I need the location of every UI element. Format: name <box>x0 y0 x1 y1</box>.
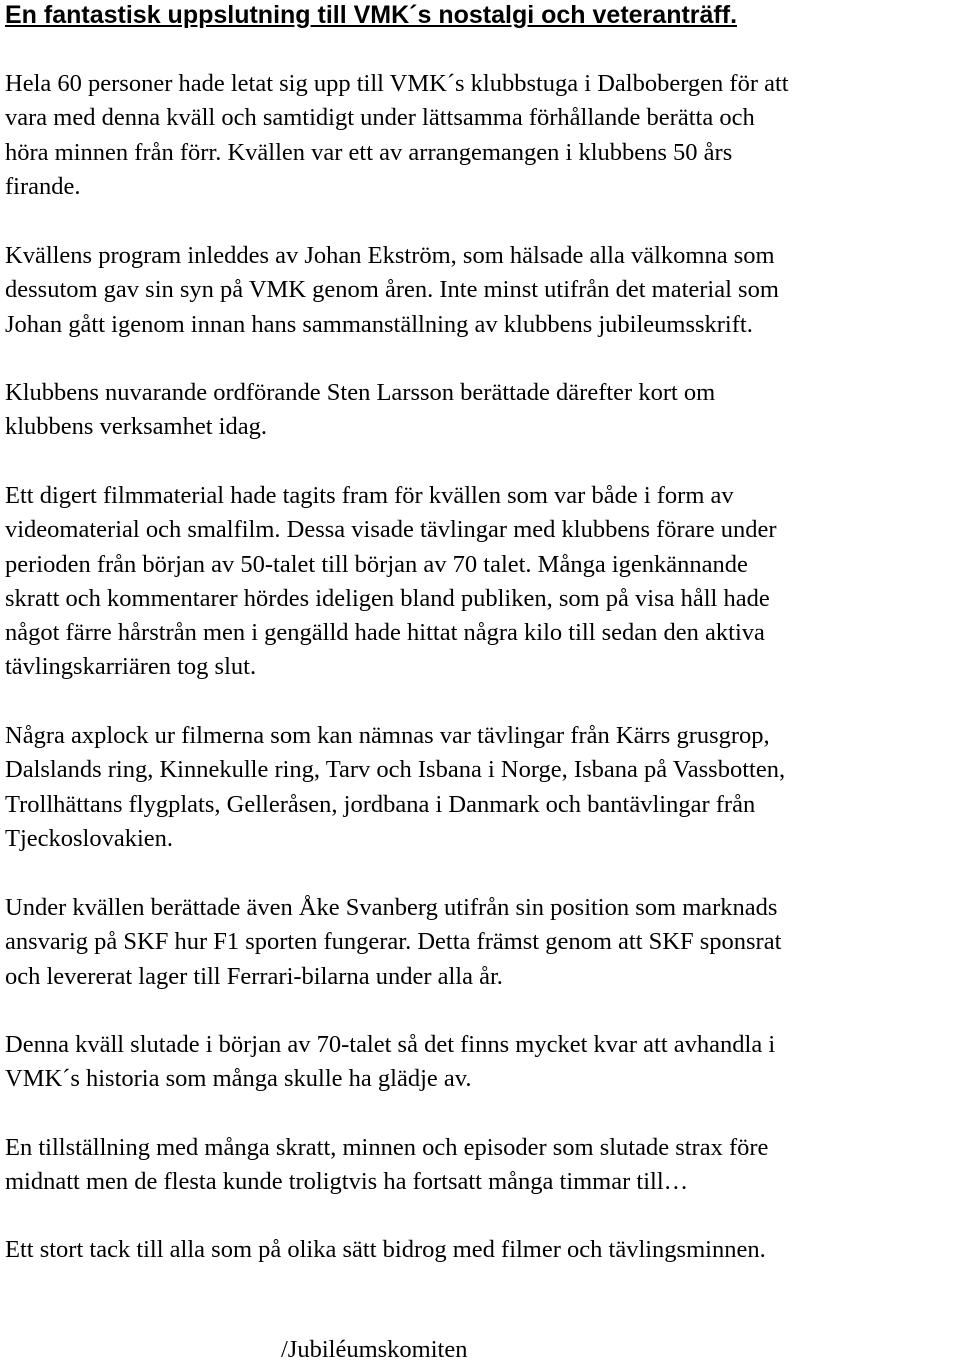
paragraph-intro: Hela 60 personer hade letat sig upp till VMK´s klubbstuga i Dalbobergen för att vara med denna kväll och samtidigt under lättsamma förhållande berätta och höra minnen från förr. Kvällen var ett av arrangemangen i klubbens 50 års firande. <box>5 70 789 200</box>
document-title: En fantastisk uppslutning till VMK´s nostalgi och veteranträff. <box>5 1 738 29</box>
paragraph-event-summary: En tillställning med många skratt, minnen och episoder som slutade strax före midnatt men de flesta kunde troligtvis ha fortsatt många timmar till… <box>5 1134 769 1196</box>
paragraph-film-material: Ett digert filmmaterial hade tagits fram för kvällen som var både i form av videomaterial och smalfilm. Dessa visade tävlingar med klubbens förare under perioden från början av 50-talet till början av 70 talet. Många igenkännande skratt och kommentarer hördes ideligen bland publiken, som på visa håll hade något färre hårstrån men i gengälld hade hittat några kilo till sedan den aktiva tävlingskarriären tog slut. <box>5 482 777 681</box>
paragraph-chairman: Klubbens nuvarande ordförande Sten Larsson berättade därefter kort om klubbens verksamhet idag. <box>5 379 716 441</box>
document-body <box>5 0 955 1263</box>
paragraph-thanks: Ett stort tack till alla som på olika sätt bidrog med filmer och tävlingsminnen. <box>5 1236 766 1263</box>
paragraph-evening-end: Denna kväll slutade i början av 70-talet så det finns mycket kvar att avhandla i VMK´s historia som många skulle ha glädje av. <box>5 1031 776 1093</box>
paragraph-skf: Under kvällen berättade även Åke Svanberg utifrån sin position som marknads ansvarig på SKF hur F1 sporten fungerar. Detta främst genom att SKF sponsrat och levererat lager till Ferrari-bilarna under alla år. <box>5 894 782 990</box>
paragraph-program: Kvällens program inleddes av Johan Ekström, som hälsade alla välkomna som dessutom gav sin syn på VMK genom åren. Inte minst utifrån det material som Johan gått igenom innan hans sammanställning av klubbens jubileumsskrift. <box>5 242 779 338</box>
signature: /Jubiléumskomiten <box>281 1336 468 1363</box>
paragraph-film-highlights: Några axplock ur filmerna som kan nämnas var tävlingar från Kärrs grusgrop, Dalslands ring, Kinnekulle ring, Tarv och Isbana i Norge, Isbana på Vassbotten, Trollhättans flygplats, Gelleråsen, jordbana i Danmark och bantävlingar från Tjeckoslovakien. <box>5 722 786 852</box>
